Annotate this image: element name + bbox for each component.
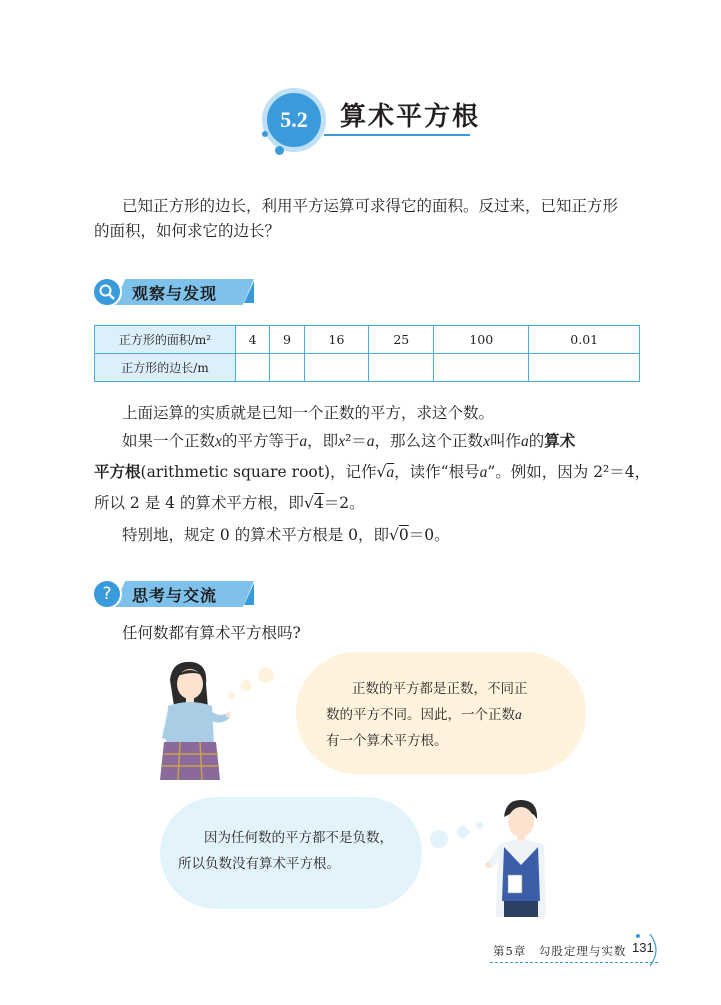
- table-cell: 25: [369, 326, 434, 354]
- sqrt-0: √0: [389, 526, 409, 544]
- thought-cloud-girl: [296, 652, 586, 774]
- var-a: a: [366, 433, 375, 450]
- thought-bubble: [430, 830, 448, 848]
- cloud-line: 所以负数没有算术平方根。: [178, 856, 340, 872]
- thought-bubble: [457, 826, 469, 838]
- radicand: 4: [313, 494, 324, 512]
- text: 叫作: [489, 432, 521, 450]
- decor-dot: [262, 131, 268, 137]
- cloud-line: [326, 702, 522, 728]
- banner-triangle: [244, 281, 254, 303]
- row-header-side: 正方形的边长/m: [95, 354, 236, 382]
- sqrt-4: √4: [303, 494, 324, 512]
- table-cell-empty: [434, 354, 529, 382]
- area-side-table: [94, 325, 640, 382]
- thought-bubble: [241, 680, 252, 691]
- text: ，那么这个正数: [374, 432, 484, 450]
- var-a: a: [299, 433, 308, 450]
- body-para-3: [94, 457, 650, 488]
- text: ”。例如，因为 2²＝4，: [487, 463, 651, 481]
- table-cell: 100: [434, 326, 529, 354]
- think-discuss-banner: [92, 579, 262, 609]
- cloud-line: 有一个算术平方根。: [326, 733, 448, 749]
- text: 的平方等于: [221, 432, 300, 450]
- table-cell: 9: [270, 326, 304, 354]
- chapter-footer: 第5章 勾股定理与实数: [493, 944, 627, 958]
- cloud-line: 因为任何数的平方都不是负数，: [204, 830, 393, 846]
- section-title: 算术平方根: [340, 102, 481, 132]
- table-cell-empty: [369, 354, 434, 382]
- var-a: a: [386, 464, 395, 481]
- text: (arithmetic square root)，记作: [140, 463, 377, 481]
- body-para-1: 上面运算的实质就是已知一个正数的平方，求这个数。: [122, 404, 495, 422]
- table-cell-empty: [270, 354, 304, 382]
- thought-bubble: [258, 667, 274, 683]
- table-cell-empty: [304, 354, 369, 382]
- var-x: x: [483, 433, 490, 450]
- section-underline: [324, 134, 470, 136]
- var-a: a: [515, 707, 522, 722]
- footer-divider: [490, 962, 658, 963]
- thought-cloud-boy: [160, 797, 422, 909]
- var-a: a: [479, 464, 488, 481]
- observe-discover-banner: [92, 277, 262, 307]
- page-number: 131: [632, 940, 654, 955]
- intro-line-1: 已知正方形的边长，利用平方运算可求得它的面积。反过来，已知正方形: [122, 197, 619, 215]
- text: ²＝: [345, 432, 367, 450]
- section-number-badge: [262, 88, 326, 152]
- table-cell: 0.01: [529, 326, 640, 354]
- page-arc: [648, 932, 662, 968]
- decor-dot: [275, 146, 284, 155]
- question-text: 任何数都有算术平方根吗?: [122, 624, 301, 642]
- table-cell-empty: [236, 354, 270, 382]
- text: 所以 2 是 4 的算术平方根，即: [94, 494, 304, 512]
- text: ＝0。: [408, 526, 450, 544]
- body-para-5: [122, 520, 450, 551]
- decor-dot: [636, 934, 640, 938]
- var-a: a: [520, 433, 529, 450]
- cloud-line: 正数的平方都是正数，不同正: [352, 681, 528, 697]
- text: 数的平方不同。因此，一个正数: [326, 707, 515, 723]
- row-header-area: 正方形的面积/m²: [95, 326, 236, 354]
- magnifier-icon: [92, 277, 122, 307]
- text: 特别地，规定 0 的算术平方根是 0，即: [122, 526, 390, 544]
- var-x: x: [338, 433, 346, 450]
- intro-line-2: 的面积，如何求它的边长？: [94, 222, 281, 240]
- text: ，读作“根号: [394, 463, 480, 481]
- table-cell: 4: [236, 326, 270, 354]
- body-para-4: [94, 488, 365, 519]
- boy-illustration: [480, 795, 560, 917]
- var-x: x: [215, 433, 222, 450]
- text: 的: [528, 432, 545, 450]
- section-number: 5.2: [280, 107, 308, 132]
- sqrt-a: √a: [376, 463, 395, 481]
- text: ＝2。: [323, 494, 365, 512]
- term-bold: 算术: [544, 432, 576, 450]
- thought-bubble: [228, 692, 235, 699]
- radicand: 0: [398, 526, 409, 544]
- banner-label: 思考与交流: [132, 586, 218, 605]
- table-row: [95, 326, 640, 354]
- question-icon: ?: [92, 579, 122, 609]
- body-para-2: [122, 426, 575, 457]
- text: ，即: [307, 432, 339, 450]
- table-row: [95, 354, 640, 382]
- girl-illustration: [150, 658, 230, 780]
- text: 如果一个正数: [122, 432, 216, 450]
- table-cell: 16: [304, 326, 369, 354]
- term-bold: 平方根: [94, 463, 141, 481]
- table-cell-empty: [529, 354, 640, 382]
- banner-label: 观察与发现: [132, 284, 218, 303]
- banner-triangle: [244, 583, 254, 605]
